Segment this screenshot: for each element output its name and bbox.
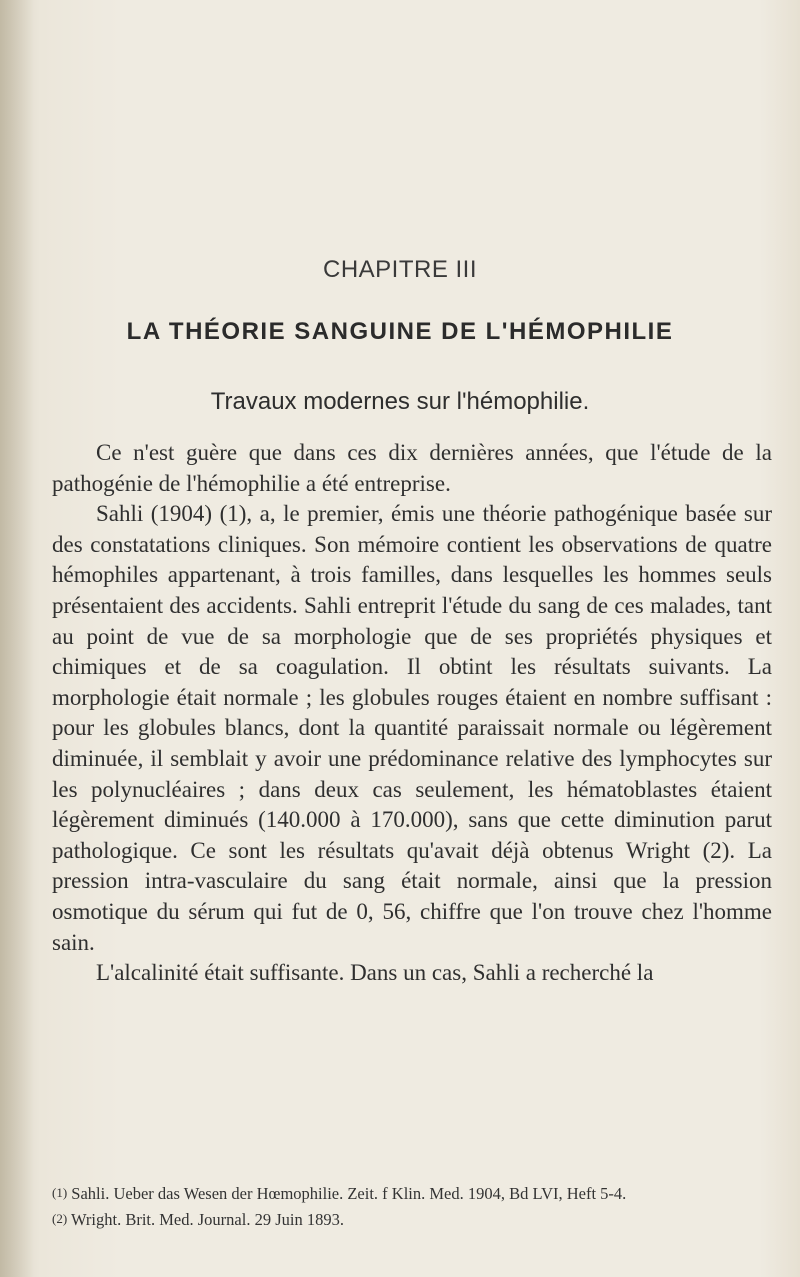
footnote <box>52 1208 772 1230</box>
footnote-number: (1) <box>52 1185 68 1200</box>
footnote-text: Sahli. Ueber das Wesen der Hœmophilie. Zeit. f Klin. Med. 1904, Bd LVI, Heft 5-4. <box>71 1184 627 1203</box>
paragraph: Sahli (1904) (1), a, le premier, émis une théorie pathogénique basée sur des constatations cliniques. Son mémoire contient les observations de quatre hémophiles appartenant, à trois familles, dans lesquelles les hommes seuls présentaient des accidents. Sahli entreprit l'étude du sang de ces malades, tant au point de vue de sa morphologie que de ses propriétés physiques et chimiques et de sa coagulation. Il obtint les résultats suivants. La morphologie était normale ; les globules rouges étaient en nombre suffisant : pour les globules blancs, dont la quantité paraissait normale ou légèrement diminuée, il semblait y avoir une prédominance relative des lymphocytes sur les polynucléaires ; dans deux cas seulement, les hématoblastes étaient légèrement diminués (140.000 à 170.000), sans que cette diminution parut pathologique. Ce sont les résultats qu'avait déjà obtenus Wright (2). La pression intra-vasculaire du sang était normale, ainsi que la pression osmotique du sérum qui fut de 0, 56, chiffre que l'on trouve chez l'homme sain. <box>52 501 772 955</box>
section-subtitle: Travaux modernes sur l'hémophilie. <box>210 388 590 415</box>
chapter-title: LA THÉORIE SANGUINE DE L'HÉMOPHILIE <box>126 318 674 345</box>
footnotes <box>52 1182 772 1234</box>
page-binding-shadow <box>0 0 34 1277</box>
footnote-number: (2) <box>52 1211 68 1226</box>
paragraph: L'alcalinité était suffisante. Dans un cas, Sahli a recherché la <box>96 960 654 986</box>
body-text <box>52 438 772 989</box>
footnote-text: Wright. Brit. Med. Journal. 29 Juin 1893. <box>71 1210 344 1229</box>
footnote <box>52 1182 772 1204</box>
paragraph: Ce n'est guère que dans ces dix dernières années, que l'étude de la pathogénie de l'hémophilie a été entreprise. <box>52 440 772 496</box>
chapter-heading: CHAPITRE III <box>322 256 478 283</box>
